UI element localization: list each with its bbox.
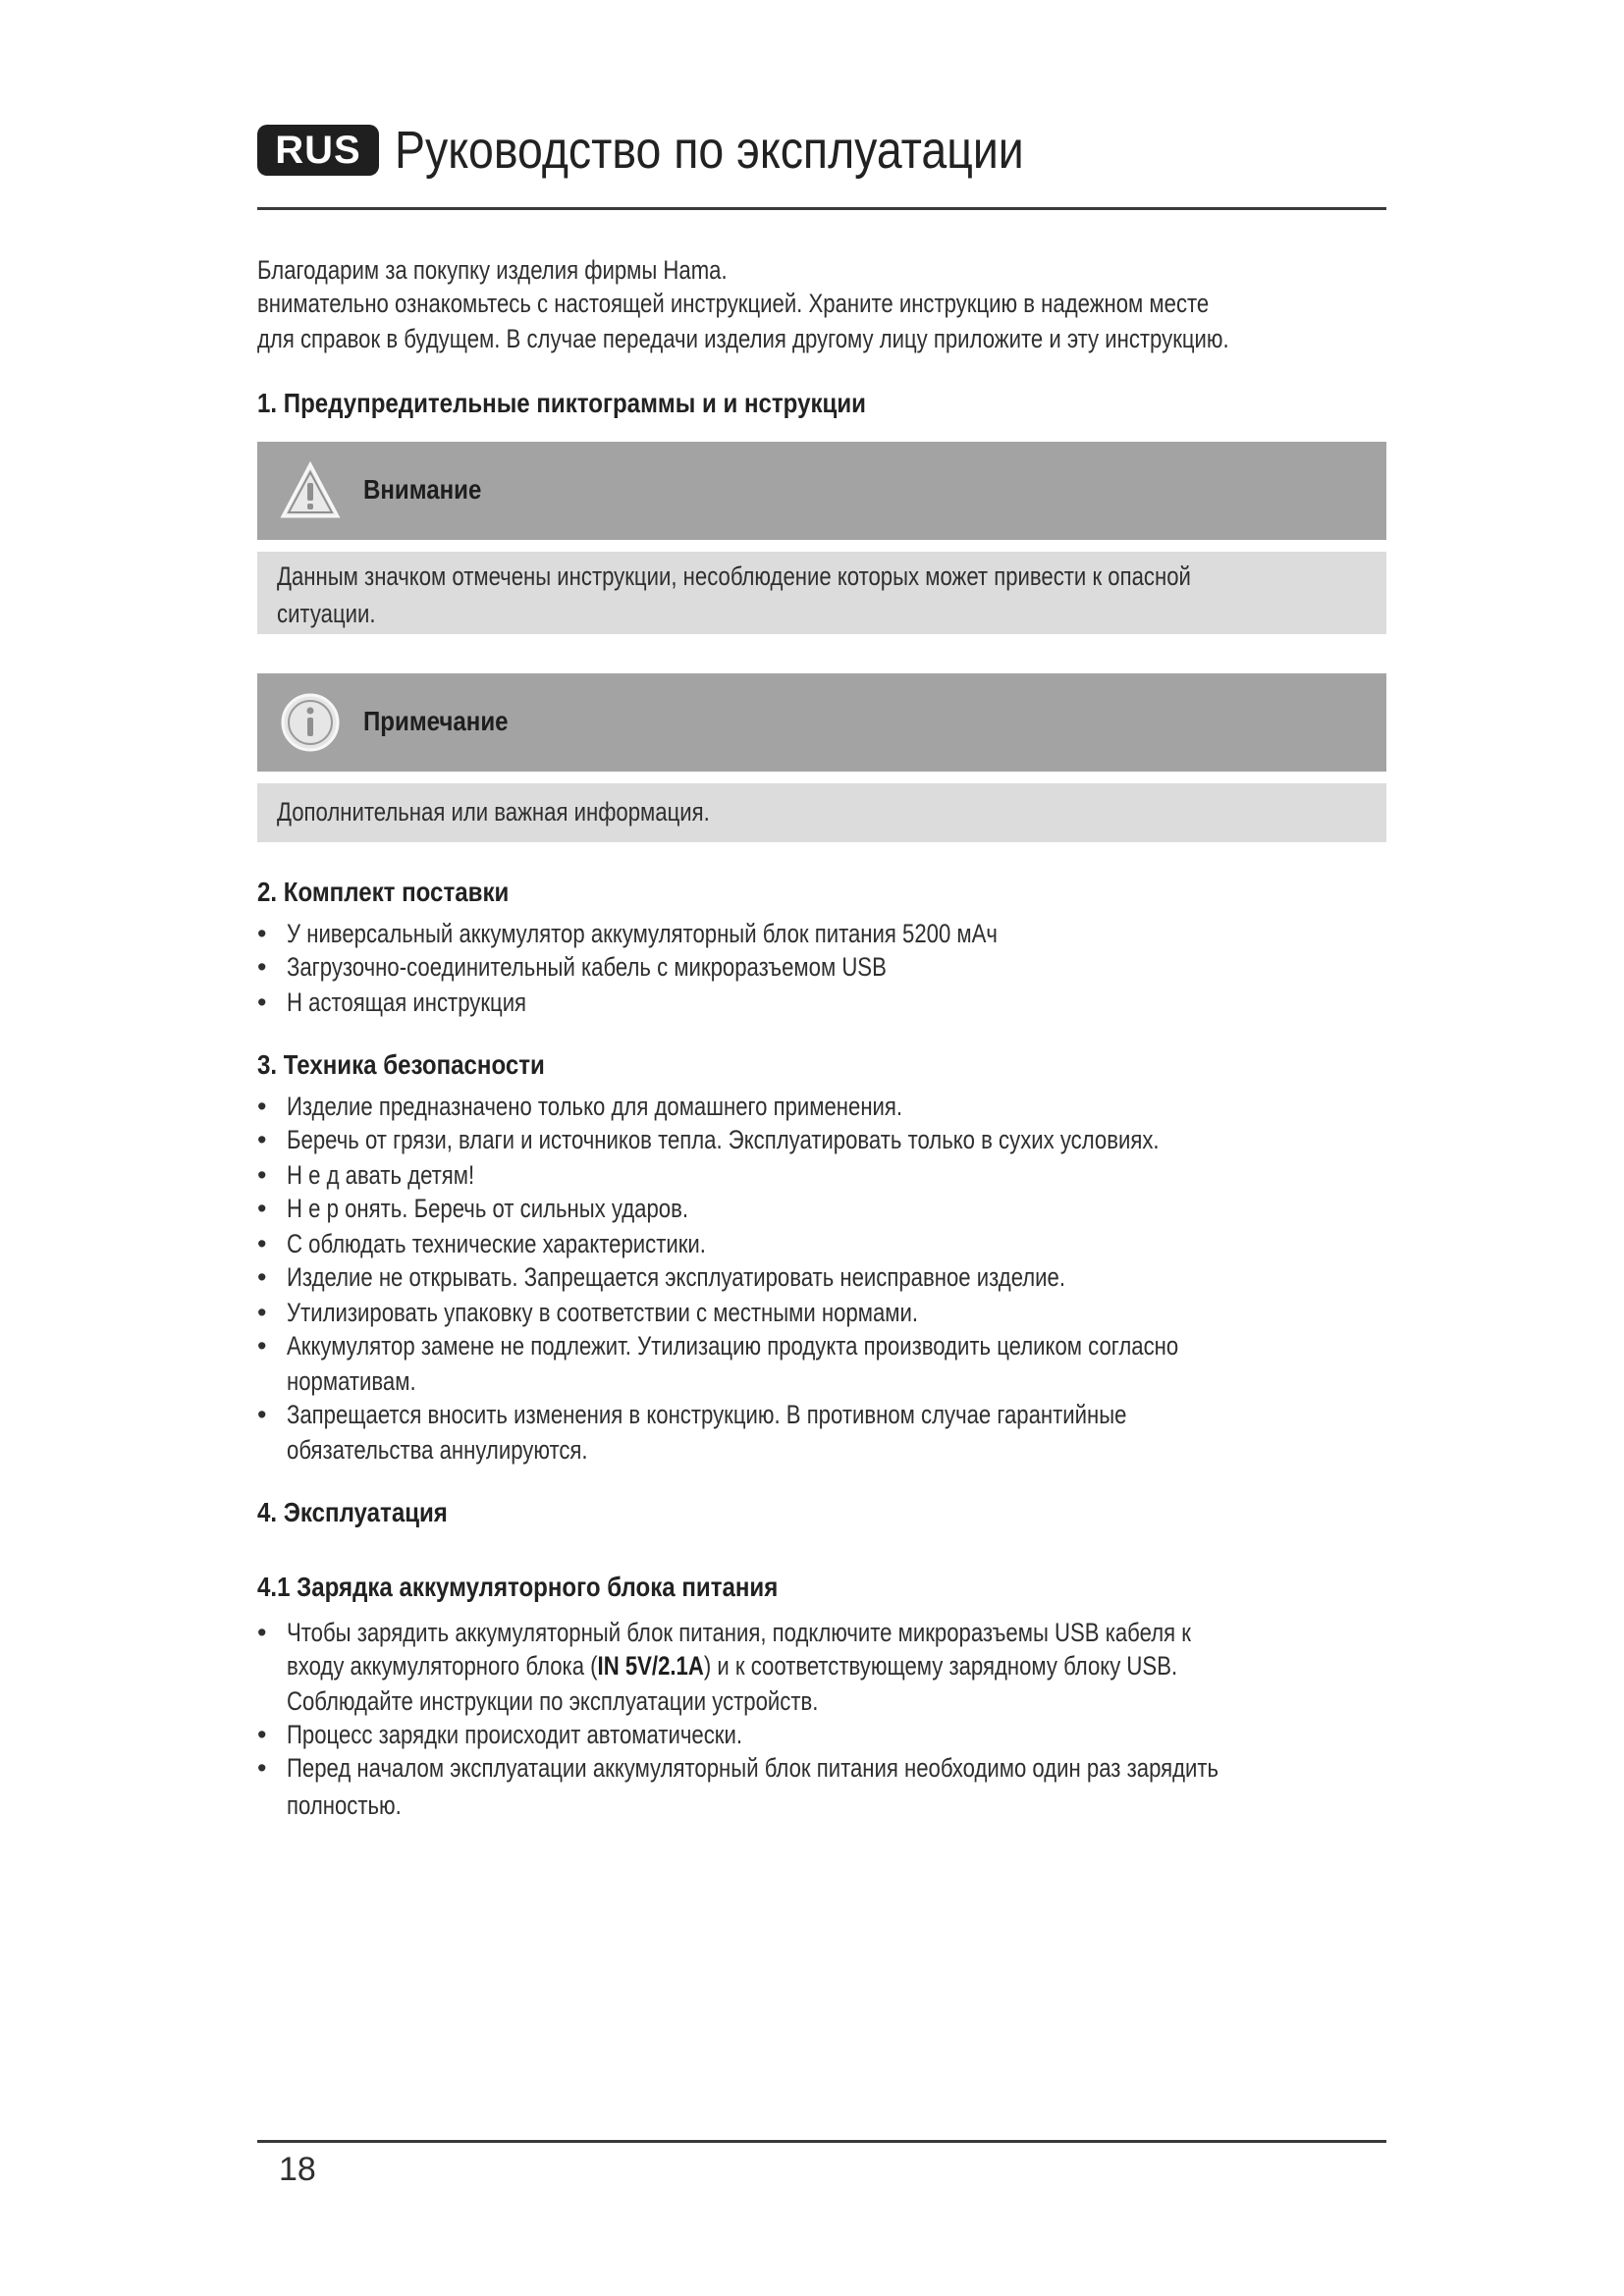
list-item-text: Н е д авать детям!	[287, 1160, 475, 1190]
manual-page	[257, 0, 1386, 2296]
list-item-text: Соблюдайте инструкции по эксплуатации устройств.	[287, 1686, 819, 1716]
list-item-text: Н астоящая инструкция	[287, 988, 527, 1017]
page-header	[257, 118, 1386, 180]
bullet-icon: •	[257, 1298, 267, 1327]
bullet-icon: •	[257, 919, 267, 948]
list-item-text: Процесс зарядки происходит автоматически.	[287, 1720, 742, 1749]
warning-box-body	[257, 552, 1386, 634]
list-item-text: нормативам.	[287, 1366, 416, 1396]
list-item-text: Изделие предназначено только для домашнего применения.	[287, 1092, 903, 1121]
bullet-icon: •	[257, 1125, 267, 1154]
list-item-text: полностью.	[287, 1790, 402, 1820]
bullet-icon: •	[257, 1262, 267, 1292]
bullet-icon: •	[257, 1331, 267, 1361]
page-title: Руководство по эксплуатации	[395, 121, 1024, 180]
bullet-icon: •	[257, 988, 267, 1017]
warning-triangle-icon	[279, 459, 342, 522]
bullet-icon: •	[257, 1160, 267, 1190]
list-item-text: Утилизировать упаковку в соответствии с местными нормами.	[287, 1298, 919, 1327]
section-1-heading: 1. Предупредительные пиктограммы и и нструкции	[257, 388, 866, 418]
intro-line-2: внимательно ознакомьтесь с настоящей инструкцией. Храните инструкцию в надежном месте	[257, 289, 1210, 318]
intro-line-1: Благодарим за покупку изделия фирмы Hama.	[257, 255, 728, 285]
page-number: 18	[279, 2151, 316, 2188]
warning-text-line-2: ситуации.	[277, 599, 376, 628]
text-segment: входу аккумуляторного блока (	[287, 1651, 598, 1681]
list-item-text: Н е р онять. Беречь от сильных ударов.	[287, 1194, 689, 1223]
note-text-line-1: Дополнительная или важная информация.	[277, 797, 710, 827]
note-box-header	[257, 673, 1386, 772]
bullet-icon: •	[257, 1229, 267, 1258]
bullet-icon: •	[257, 1092, 267, 1121]
note-title: Примечание	[363, 706, 509, 736]
list-item-text: обязательства аннулируются.	[287, 1435, 588, 1465]
text-segment: ) и к соответствующему зарядному блоку USB.	[703, 1651, 1178, 1681]
note-box-body	[257, 783, 1386, 842]
list-item-text: У ниверсальный аккумулятор аккумуляторный блок питания 5200 мАч	[287, 919, 998, 948]
section-4-1-heading: 4.1 Зарядка аккумуляторного блока питания	[257, 1572, 779, 1602]
section-3-heading: 3. Техника безопасности	[257, 1049, 545, 1080]
section-4-heading: 4. Эксплуатация	[257, 1497, 448, 1527]
warning-text-line-1: Данным значком отмечены инструкции, несоблюдение которых может привести к опасной	[277, 561, 1191, 591]
info-circle-icon	[279, 691, 342, 754]
footer-divider	[257, 2140, 1386, 2143]
language-badge: RUS	[257, 125, 379, 176]
list-item-text: Изделие не открывать. Запрещается эксплуатировать неисправное изделие.	[287, 1262, 1066, 1292]
list-item-text: Чтобы зарядить аккумуляторный блок питания, подключите микроразъемы USB кабеля к	[287, 1618, 1191, 1647]
list-item-text: Перед началом эксплуатации аккумуляторный блок питания необходимо один раз зарядить	[287, 1753, 1219, 1783]
list-item-text: Аккумулятор замене не подлежит. Утилизацию продукта производить целиком согласно	[287, 1331, 1179, 1361]
bullet-icon: •	[257, 1720, 267, 1749]
list-item-text: Загрузочно-соединительный кабель с микроразъемом USB	[287, 952, 887, 982]
bullet-icon: •	[257, 1618, 267, 1647]
input-rating-text: IN 5V/2.1A	[597, 1651, 704, 1681]
bullet-icon: •	[257, 1753, 267, 1783]
header-divider	[257, 207, 1386, 210]
warning-box-header	[257, 442, 1386, 540]
list-item-text: Беречь от грязи, влаги и источников тепла. Эксплуатировать только в сухих условиях.	[287, 1125, 1160, 1154]
bullet-icon: •	[257, 952, 267, 982]
list-item-text: Запрещается вносить изменения в конструкцию. В противном случае гарантийные	[287, 1400, 1127, 1429]
bullet-icon: •	[257, 1194, 267, 1223]
list-item-text	[287, 1649, 1177, 1682]
intro-line-3: для справок в будущем. В случае передачи изделия другому лицу приложите и эту инструкцию.	[257, 324, 1229, 353]
list-item-text: С облюдать технические характеристики.	[287, 1229, 706, 1258]
warning-title: Внимание	[363, 474, 482, 505]
section-2-heading: 2. Комплект поставки	[257, 877, 510, 907]
bullet-icon: •	[257, 1400, 267, 1429]
